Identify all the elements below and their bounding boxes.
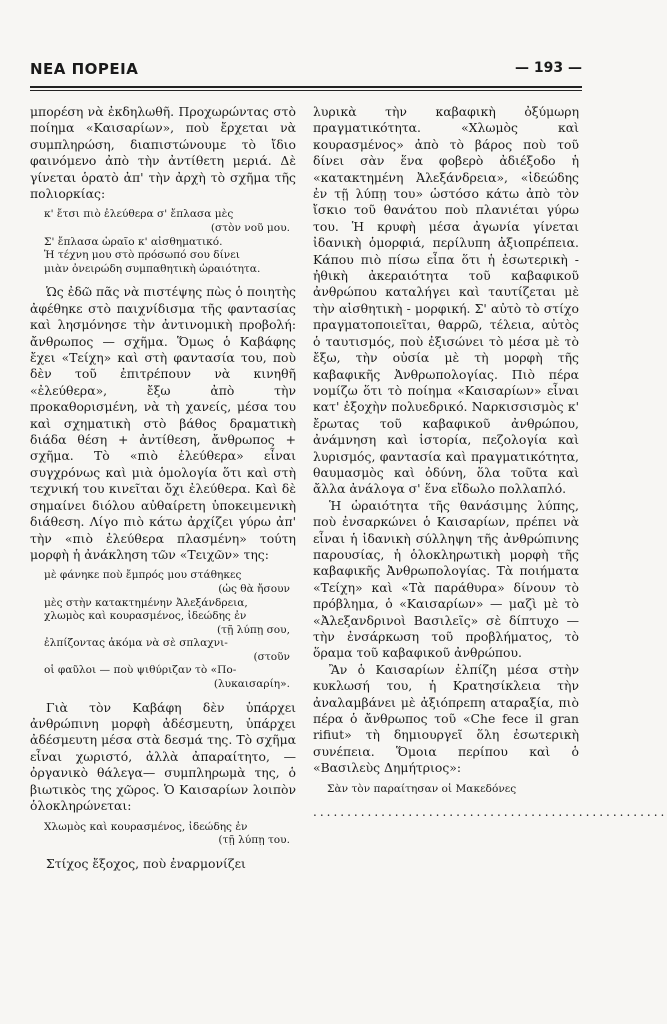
verse-line: μὲ φάνηκε ποὺ ἔμπρός μου στάθηκες (44, 569, 242, 582)
verse-line: Χλωμὸς καὶ κουρασμένος, ἰδεώδης ἐν (44, 820, 248, 833)
paragraph: Ἡ ὡραιότητα τῆς θανάσιμης λύπης, ποὺ ἐνσαρκώνει ὁ Καισαρίων, πρέπει νὰ εἶναι ἡ ἰδανικὴ σύλληψη τῆς ἀνθρώπινης παρουσίας, ἡ ὁλοκληρωτικὴ μορφὴ τῆς καβαφικῆς Ἀνθρωπολογίας. Τὰ ποιήματα «Τείχη» καὶ «Τὰ παράθυρα» δίνουν τὸ πρόβλημα, ὁ «Καισαρίων» — μαζὶ μὲ τὸ «Ἀλεξανδρινοὶ Βασιλεῖς» σὲ δίπτυχο — τὴν ἐνσάρκωση τοῦ προβλήματος, τὸ ὅραμα τοῦ καβαφικοῦ ἀνθρώπου. (313, 497, 579, 661)
page-number: — 193 — (515, 60, 582, 76)
verse-quote (44, 569, 296, 691)
left-column (30, 104, 296, 872)
verse-line: ἐλπίζοντας ἀκόμα νὰ σὲ σπλαχνι- (44, 637, 228, 650)
paragraph: Ὡς ἐδῶ πᾶς νὰ πιστέψης πὼς ὁ ποιητὴς ἀφέθηκε στὸ παιχνίδισμα τῆς φαντασίας καὶ λησμόνησε τὴν ἀντινομικὴ προβολή: ἄνθρωπος — σχῆμα. Ὅμως ὁ Καβάφης ἔχει «Τείχη» καὶ στὴ φαντασία του, ποὺ δὲν τοῦ ἐπιτρέπουν νὰ κινηθῆ «ἐλεύθερα», ἔξω ἀπὸ τὴν προκαθορισμένη, νὰ τὴ χανείς, μέσα του καὶ σχηματικὴ στὸ βάθος δραματικὴ διάδα θέση + ἀντίθεση, ἄνθρωπος + σχῆμα. Τὸ «πιὸ ἐλεύθερα» εἶναι συγχρόνως καὶ μιὰ ὁμολογία ὅτι καὶ στὴ τεχνική του κινεῖται ὄχι ἐλεύθερα. Καὶ δὲ σημαίνει διόλου αὐθαίρετη ὑποκειμενικὴ διάθεση. Λίγο πιὸ κάτω ἀρχίζει γύρω ἀπ' τὴν «πιὸ ἐλεύθερα πλασμένη» τούτη μορφὴ ἡ ἀνάκληση τῶν «Τειχῶν» της: (30, 284, 296, 562)
verse-line: χλωμὸς καὶ κουρασμένος, ἰδεώδης ἐν (44, 610, 247, 623)
header-rule-thin (30, 90, 582, 91)
verse-line: μιὰν ὀνειρώδη συμπαθητικὴ ὡραιότητα. (44, 262, 261, 275)
verse-line: κ' ἔτσι πιὸ ἐλεύθερα σ' ἔπλασα μὲς (44, 208, 234, 221)
verse-quote (44, 821, 296, 848)
journal-title: ΝΕΑ ΠΟΡΕΙΑ (30, 60, 139, 78)
paragraph: Στίχος ἔξοχος, ποὺ ἐναρμονίζει (46, 855, 246, 871)
verse-line: Σὰν τὸν παραίτησαν οἱ Μακεδόνες (327, 782, 517, 795)
page-header (30, 60, 582, 82)
ellipsis-line: .................................................... (313, 805, 667, 820)
paragraph: Ἂν ὁ Καισαρίων ἐλπίζη μέσα στὴν κυκλωσή του, ἡ Κρατησίκλεια τὴν ἀναλαμβάνει μὲ ἀξιόπρεπη αταραξία, πιὸ πέρα ὁ ἄνθρωπος τοῦ «Che fece il gran rifiut» τὴ δημιουργεῖ ὅλη ἐσωτερικὴ συνέπεια. Ὅμοια περίπου καὶ ὁ «Βασιλεὺς Δημήτριος»: (313, 661, 579, 776)
paragraph: μπορέση νὰ ἐκδηλωθῆ. Προχωρώντας στὸ ποίημα «Καισαρίων», ποὺ ἔρχεται νὰ συμπληρώση, διαπιστώνουμε τὸ ἴδιο φαινόμενο ἀπὸ τὴν ἀντίθετη μεριά. Δὲ γίνεται ὁρατὸ ἀπ' τὴν ἀρχὴ τὸ σχῆμα τῆς πολιορκίας: (30, 104, 296, 202)
verse-line: οἱ φαῦλοι — ποὺ ψιθύριζαν τὸ «Πο- (44, 664, 237, 677)
right-column (313, 104, 667, 821)
verse-quote (44, 208, 296, 276)
verse-line: μὲς στὴν κατακτημένην Ἀλεξάνδρεια, (44, 596, 248, 609)
verse-line: Σ' ἔπλασα ὡραῖο κ' αἰσθηματικό. (44, 235, 223, 248)
verse-line: (στὸν νοῦ μου. (210, 222, 290, 235)
verse-line: (τῇ λύπῃ του. (218, 834, 290, 847)
verse-line: (λυκαισαρίη». (213, 678, 290, 691)
header-rule (30, 86, 582, 88)
verse-line: Ἡ τέχνη μου στὸ πρόσωπό σου δίνει (44, 249, 240, 262)
verse-line: (ὡς θὰ ἤσουν (218, 582, 290, 595)
verse-line: (στοῦν (253, 650, 290, 663)
paragraph: Γιὰ τὸν Καβάφη δὲν ὑπάρχει ἀνθρώπινη μορφὴ ἀδέσμευτη, ὑπάρχει ἀδέσμευτη μέσα στὰ δεσμά της. Τὸ σχῆμα εἶναι χωριστό, ἀλλὰ ἀπαραίτητο, —ὀργανικὸ θάλεγα— συμπληρωμὰ της, ὁ βιωτικὸς της χῶρος. Ὁ Καισαρίων λοιπὸν ὁλοκληρώνεται: (30, 699, 296, 814)
verse-line: (τῇ λύπῃ σου, (217, 623, 290, 636)
paragraph: λυρικὰ τὴν καβαφικὴ ὀξύμωρη πραγματικότητα. «Χλωμὸς καὶ κουρασμένος» ἀπὸ τὸ βάρος ποὺ τοῦ δίνει σὰν ἕνα φοβερὸ ἀδιέξοδο ἡ «κατακτημένη Ἀλεξάνδρεια», «ἰδεώδης ἐν τῇ λύπῃ του» ὡστόσο κάτω ἀπὸ τὸν ἴσκιο τοῦ θανάτου ποὺ πλανιέται γύρω του. Ἡ κρυφὴ μέσα ἀγωνία γίνεται ἰδανικὴ ὁμορφιά, περίλυπη ἀξιοπρέπεια. Κάπου πιὸ πίσω εἶπα ὅτι ἡ ἐσωτερικὴ - ἠθικὴ ἀκεραιότητα τοῦ καβαφικοῦ ἀνθρώπου καταλήγει καὶ ταυτίζεται μὲ τὴν αἰσθητικὴ - μορφική. Σ' αὐτὸ τὸ στίχο πραγματοποιεῖται, θαρρῶ, τέλεια, αὐτὸς ὁ ταυτισμός, ποὺ ἐξισώνει τὸ μέσα μὲ τὸ ἔξω, τὴν οὐσία μὲ τὴ μορφὴ τῆς καβαφικῆς Ἀνθρωπολογίας. Πιὸ πέρα νομίζω ὅτι τὸ ποίημα «Καισαρίων» εἶναι κατ' ἐξοχὴν πολυεδρικό. Ναρκισσισμὸς κ' ἔρωτας τοῦ καβαφικοῦ ἀνθρώπου, ἀνάμνηση καὶ ἱστορία, πεζολογία καὶ λυρισμός, φαντασία καὶ πραγματικότητα, θαυμασμὸς καὶ ὀδύνη, ὅλα τοῦτα καὶ ἄλλα ἀνάλογα σ' ἕνα εἴδωλο πολλαπλό. (313, 104, 579, 497)
verse-quote (327, 783, 579, 797)
